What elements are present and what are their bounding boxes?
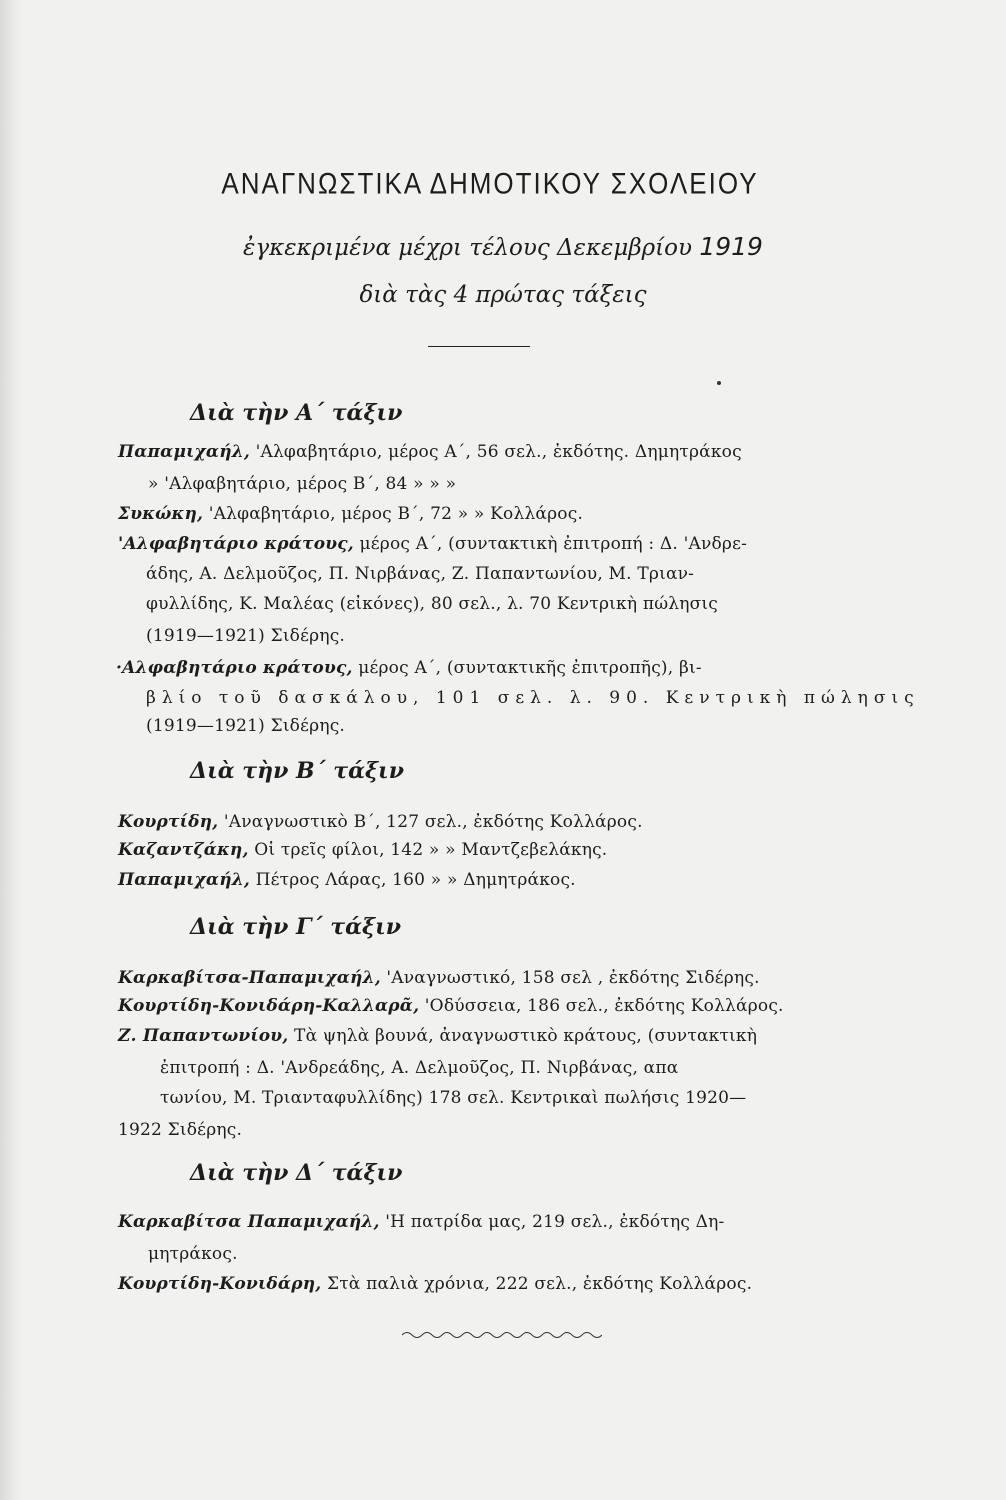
list-item: Παπαμιχαήλ, 'Αλφαβητάριο, μέρος Α΄, 56 σελ., ἐκδότης. Δημητράκος bbox=[118, 442, 742, 462]
list-item-continuation: μητράκος. bbox=[148, 1244, 238, 1264]
list-item: Καζαντζάκη, Οἱ τρεῖς φίλοι, 142 » » Μαντζεβελάκης. bbox=[118, 840, 608, 860]
subtitle-year: 1919 bbox=[699, 232, 763, 261]
page-title: ΑΝΑΓΝΩΣΤΙΚΑ ΔΗΜΟΤΙΚΟΥ ΣΧΟΛΕΙΟΥ bbox=[221, 165, 759, 201]
list-item-continuation: 1922 Σιδέρης. bbox=[118, 1120, 243, 1140]
title-divider bbox=[428, 346, 530, 347]
list-item-continuation: (1919—1921) Σιδέρης. bbox=[146, 626, 346, 646]
list-item: Κουρτίδη-Κονιδάρη, Στὰ παλιὰ χρόνια, 222 σελ., ἐκδότης Κολλάρος. bbox=[118, 1274, 753, 1294]
list-item-continuation: (1919—1921) Σιδέρης. bbox=[146, 716, 346, 736]
list-item: » 'Αλφαβητάριο, μέρος Β΄, 84 » » » bbox=[148, 474, 457, 494]
list-item: 'Αλφαβητάριο κράτους, μέρος Α΄, (συντακτικὴ ἐπιτροπή : Δ. 'Ανδρε- bbox=[118, 534, 748, 554]
section-heading-a: Διὰ τὴν Α΄ τάξιν bbox=[190, 400, 403, 426]
list-item: Κουρτίδη-Κονιδάρη-Καλλαρᾶ, 'Οδύσσεια, 186 σελ., ἐκδότης Κολλάρος. bbox=[118, 996, 784, 1016]
subtitle-approval bbox=[0, 232, 1006, 261]
list-item: Ζ. Παπαντωνίου, Τὰ ψηλὰ βουνά, ἀναγνωστικὸ κράτους, (συντακτικὴ bbox=[118, 1026, 758, 1046]
list-item: ·Αλφαβητάριο κράτους, μέρος Α΄, (συντακτικῆς ἐπιτροπῆς), βι- bbox=[116, 658, 702, 678]
list-item-continuation: βλίο τοῦ δασκάλου, 101 σελ. λ. 90. Κεντρικὴ πώλησις bbox=[146, 688, 920, 708]
list-item-continuation: φυλλίδης, Κ. Μαλέας (εἰκόνες), 80 σελ., λ. 70 Κεντρικὴ πώλησις bbox=[146, 594, 719, 614]
section-heading-d: Διὰ τὴν Δ΄ τάξιν bbox=[190, 1160, 403, 1186]
list-item: Παπαμιχαήλ, Πέτρος Λάρας, 160 » » Δημητράκος. bbox=[118, 870, 576, 890]
print-speck bbox=[717, 381, 721, 385]
section-heading-c: Διὰ τὴν Γ΄ τάξιν bbox=[190, 914, 401, 940]
list-item: Κουρτίδη, 'Αναγνωστικὸ Β΄, 127 σελ., ἐκδότης Κολλάρος. bbox=[118, 812, 643, 832]
subtitle-approval-text: ἐγκεκριμένα μέχρι τέλους Δεκεμβρίου bbox=[243, 235, 693, 261]
list-item-continuation: τωνίου, Μ. Τριανταφυλλίδης) 178 σελ. Κεντρικαὶ πωλήσις 1920— bbox=[160, 1088, 747, 1108]
list-item: Συκώκη, 'Αλφαβητάριο, μέρος Β΄, 72 » » Κολλάρος. bbox=[118, 504, 584, 524]
list-item-continuation: άδης, Α. Δελμοῦζος, Π. Νιρβάνας, Ζ. Παπαντωνίου, Μ. Τριαν- bbox=[146, 564, 695, 584]
section-heading-b: Διὰ τὴν Β΄ τάξιν bbox=[190, 758, 404, 784]
decorative-wavy-rule bbox=[402, 1330, 602, 1340]
subtitle-grades: διὰ τὰς 4 πρώτας τάξεις bbox=[359, 282, 647, 308]
list-item-continuation: ἐπιτροπή : Δ. 'Ανδρεάδης, Α. Δελμοῦζος, Π. Νιρβάνας, απα bbox=[160, 1058, 679, 1078]
list-item: Καρκαβίτσα-Παπαμιχαήλ, 'Αναγνωστικό, 158 σελ , ἐκδότης Σιδέρης. bbox=[118, 968, 760, 988]
list-item: Καρκαβίτσα Παπαμιχαήλ, 'Η πατρίδα μας, 219 σελ., ἐκδότης Δη- bbox=[118, 1212, 725, 1232]
